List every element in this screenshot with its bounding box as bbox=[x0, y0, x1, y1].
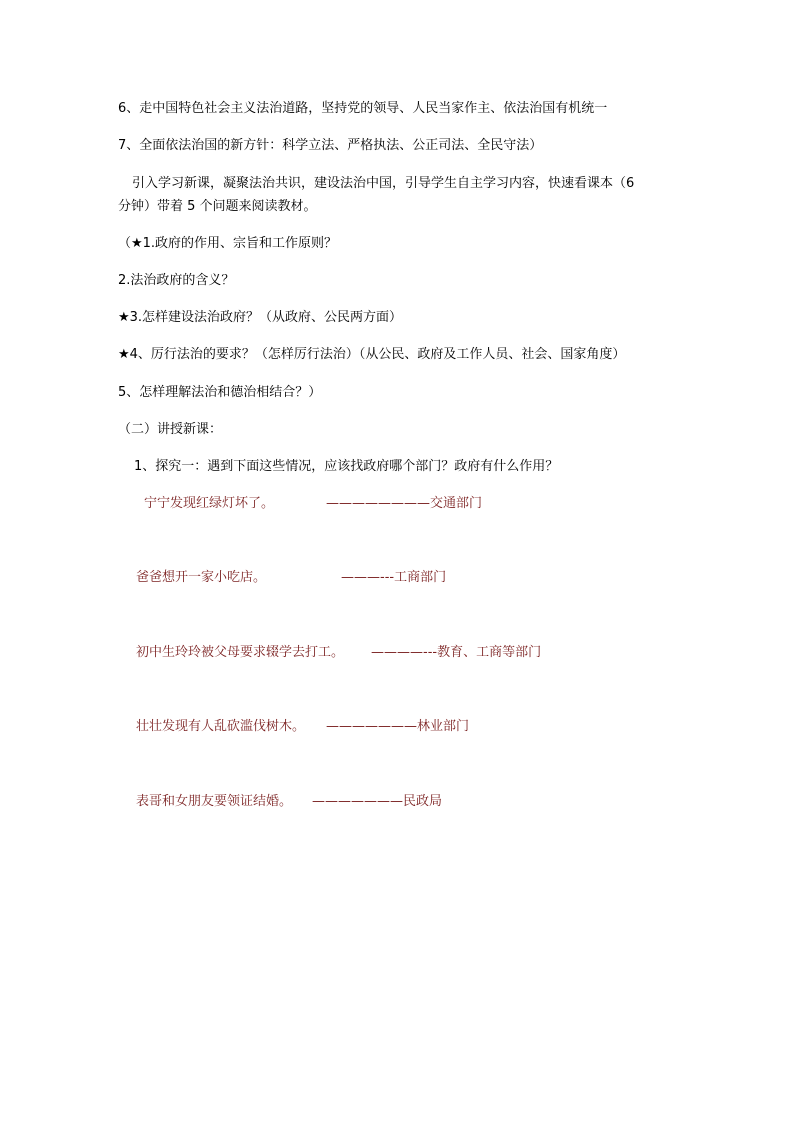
intro-text-line2: 分钟）带着 5 个问题来阅读教材。 bbox=[118, 199, 317, 214]
case-situation: 宁宁发现红绿灯坏了。 bbox=[144, 496, 275, 511]
question-1: （★1.政府的作用、宗旨和工作原则？ bbox=[118, 236, 338, 251]
case-answer: ———————林业部门 bbox=[326, 719, 470, 734]
section-heading: （二）讲授新课： bbox=[118, 422, 223, 437]
case-answer: ———————民政局 bbox=[312, 794, 443, 809]
question-4: ★4、厉行法治的要求？（怎样厉行法治）（从公民、政府及工作人员、社会、国家角度） bbox=[118, 347, 626, 362]
case-situation: 爸爸想开一家小吃店。 bbox=[136, 570, 267, 585]
case-situation: 壮壮发现有人乱砍滥伐树木。 bbox=[136, 719, 306, 734]
case-answer: ————---教育、工商等部门 bbox=[371, 645, 542, 660]
question-2: 2.法治政府的含义？ bbox=[118, 273, 235, 288]
case-answer: ———---工商部门 bbox=[341, 570, 447, 585]
question-3: ★3.怎样建设法治政府？（从政府、公民两方面） bbox=[118, 310, 403, 325]
case-answer: ————————交通部门 bbox=[326, 496, 483, 511]
question-5: 5、怎样理解法治和德治相结合？） bbox=[118, 385, 322, 400]
item-7-text: 7、全面依法治国的新方针：科学立法、严格执法、公正司法、全民守法） bbox=[118, 138, 543, 153]
intro-text-line1: 引入学习新课，凝聚法治共识，建设法治中国，引导学生自主学习内容，快速看课本（6 bbox=[132, 176, 635, 191]
explore-one-prompt: 1、探究一：遇到下面这些情况，应该找政府哪个部门？政府有什么作用？ bbox=[134, 459, 559, 474]
item-6-text: 6、走中国特色社会主义法治道路，坚持党的领导、人民当家作主、依法治国有机统一 bbox=[118, 101, 608, 116]
case-situation: 表哥和女朋友要领证结婚。 bbox=[136, 794, 293, 809]
case-situation: 初中生玲玲被父母要求辍学去打工。 bbox=[136, 645, 345, 660]
